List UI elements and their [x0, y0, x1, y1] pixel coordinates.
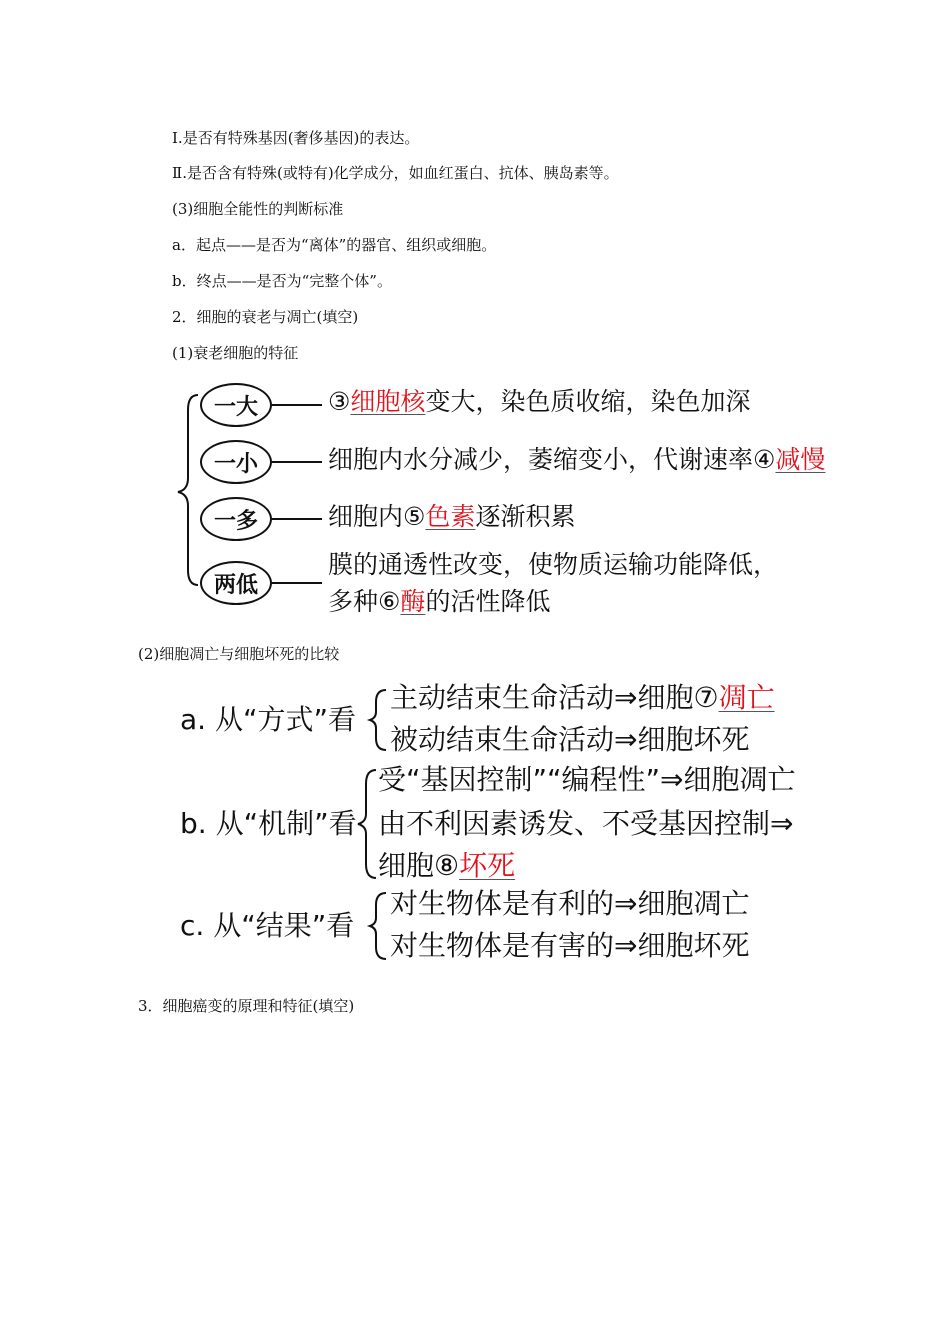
text-line-6: 2．细胞的衰老与凋亡(填空) — [172, 308, 359, 326]
comparison-b-brace — [358, 770, 376, 878]
aging-item-1-blank: 细胞核 — [350, 387, 426, 416]
text-line-7: (1)衰老细胞的特征 — [172, 344, 299, 362]
comparison-c-row1: 对生物体是有利的⇒细胞凋亡 — [390, 887, 750, 920]
oval-yixiao: 一小 — [200, 440, 272, 484]
comparison-a-row2: 被动结束生命活动⇒细胞坏死 — [390, 723, 750, 756]
text-line-5: b．终点——是否为“完整个体”。 — [172, 272, 392, 290]
text-line-3: (3)细胞全能性的判断标准 — [172, 200, 344, 218]
comparison-b-row2: 由不利因素诱发、不受基因控制⇒ — [378, 807, 794, 840]
text-line-9: 3．细胞癌变的原理和特征(填空) — [138, 997, 355, 1015]
comparison-c-brace — [370, 893, 386, 959]
aging-item-2-blank: 减慢 — [775, 445, 826, 474]
oval-yida: 一大 — [200, 383, 272, 427]
aging-item-2-pre: 细胞内水分减少，萎缩变小，代谢速率④ — [328, 445, 776, 474]
dash-3 — [272, 518, 322, 520]
aging-item-1-post: 变大，染色质收缩，染色加深 — [425, 387, 751, 416]
oval-liangdi: 两低 — [200, 561, 272, 605]
text-line-8: (2)细胞凋亡与细胞坏死的比较 — [138, 645, 340, 663]
oval-yiduo: 一多 — [200, 497, 272, 541]
text-line-4: a．起点——是否为“离体”的器官、组织或细胞。 — [172, 236, 497, 254]
comparison-b-row3 — [378, 848, 515, 884]
text-line-1: Ⅰ.是否有特殊基因(奢侈基因)的表达。 — [172, 129, 420, 147]
aging-left-brace — [178, 395, 198, 585]
text-line-2: Ⅱ.是否含有特殊(或特有)化学成分，如血红蛋白、抗体、胰岛素等。 — [172, 164, 619, 182]
comparison-a-label: a. 从“方式”看 — [180, 703, 356, 736]
comparison-b-row3-blank: 坏死 — [459, 849, 516, 882]
aging-item-4b — [328, 586, 550, 618]
aging-item-3-post: 逐渐积累 — [475, 502, 576, 531]
dash-2 — [272, 461, 322, 463]
aging-item-3-pre: 细胞内⑤ — [328, 502, 426, 531]
aging-item-4-blank: 酶 — [400, 587, 426, 616]
dash-1 — [272, 404, 322, 406]
comparison-c-label: c. 从“结果”看 — [180, 909, 355, 942]
comparison-a-row1 — [390, 680, 775, 716]
aging-item-3-blank: 色素 — [425, 502, 476, 531]
aging-item-1-pre: ③ — [328, 387, 351, 416]
comparison-b-label: b. 从“机制”看 — [180, 807, 357, 840]
comparison-c-row2: 对生物体是有害的⇒细胞坏死 — [390, 929, 750, 962]
aging-item-4-post: 的活性降低 — [425, 587, 551, 616]
aging-item-2 — [328, 444, 825, 476]
comparison-a-row1-blank: 凋亡 — [718, 681, 775, 714]
comparison-b-row1: 受“基因控制”“编程性”⇒细胞凋亡 — [378, 763, 796, 796]
comparison-a-row1-pre: 主动结束生命活动⇒细胞⑦ — [390, 681, 719, 714]
aging-item-4a: 膜的通透性改变，使物质运输功能降低， — [328, 550, 779, 579]
comparison-a-brace — [370, 690, 386, 750]
comparison-b-row3-pre: 细胞⑧ — [378, 849, 460, 882]
aging-item-4-pre2: 多种⑥ — [328, 587, 401, 616]
dash-4 — [272, 582, 322, 584]
aging-item-1 — [328, 386, 750, 418]
aging-item-3 — [328, 501, 575, 533]
